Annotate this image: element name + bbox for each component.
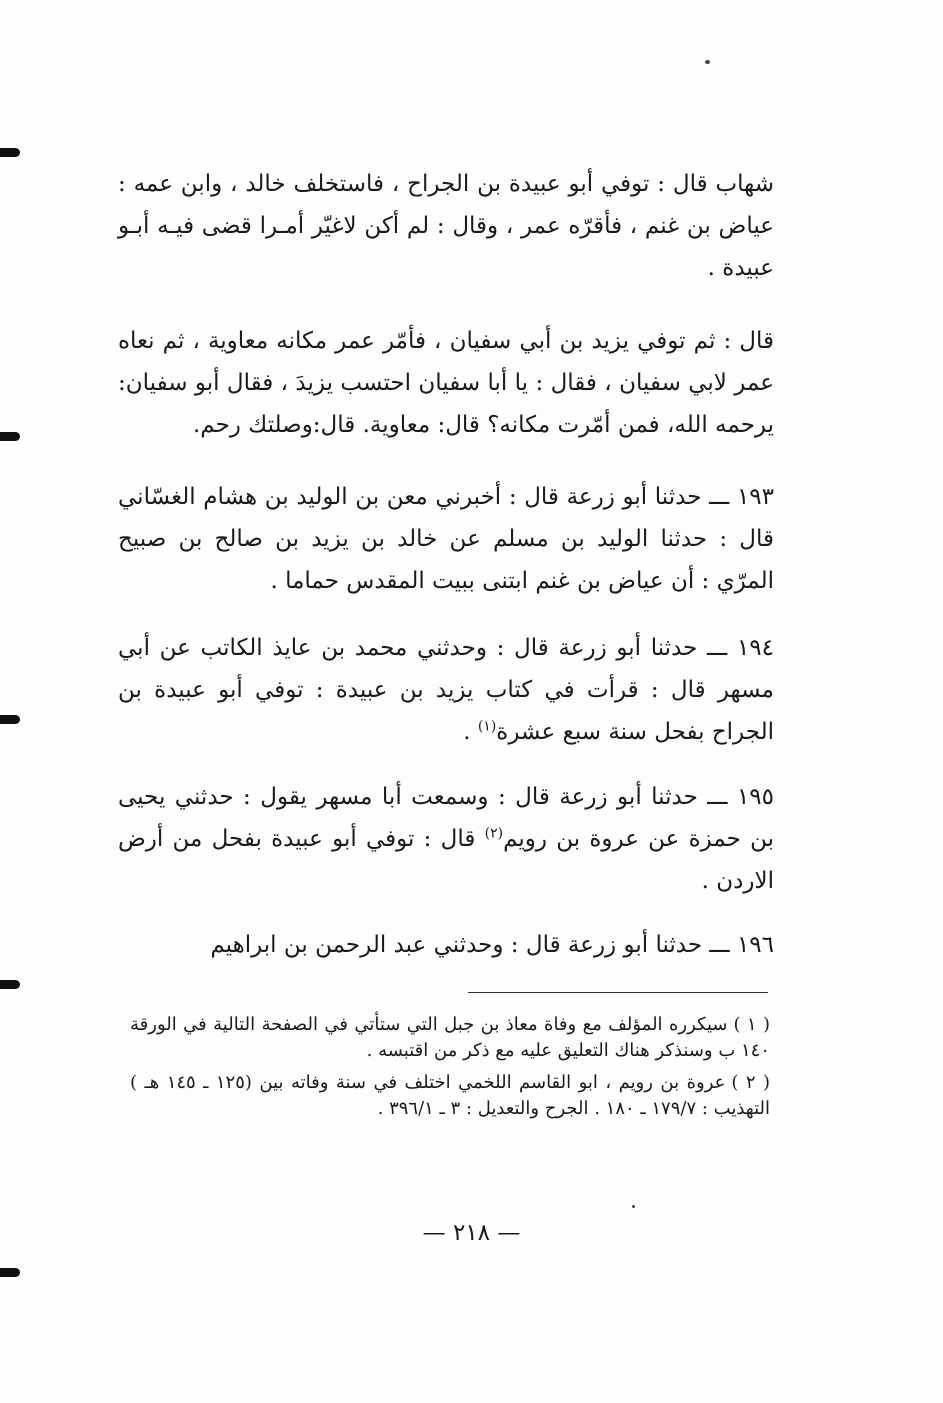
edge-mark (0, 715, 20, 724)
footnote-marker: ( ١ ) (733, 1014, 770, 1035)
paragraph-end: . (463, 719, 478, 745)
paragraph-text: ١٩٦ ـــ حدثنا أبو زرعة قال : وحدثني عبد الرحمن بن ابراهيم (210, 932, 774, 958)
paragraph-text: شهاب قال : توفي أبو عبيدة بن الجراح ، فاستخلف خالد ، وابن عمه : عياض بن غنم ، فأقرّه عمر ، وقال : لم أكن لاغيّر أمـرا قضى فيـه أبـو عبيدة . (118, 171, 774, 281)
footnote-divider (468, 992, 768, 993)
footnotes (130, 1012, 770, 1128)
footnote-marker: ( ٢ ) (731, 1072, 770, 1093)
paragraph-text (118, 627, 774, 753)
edge-mark (0, 980, 20, 989)
footnote-text: عروة بن رويم ، ابو القاسم اللخمي اختلف في سنة وفاته بين (١٢٥ ـ ١٤٥ هـ ) التهذيب : ١٧٩/٧ ـ ١٨٠ . الجرح والتعديل : ٣ ـ ٣٩٦/١ . (130, 1072, 770, 1119)
edge-mark (0, 148, 20, 157)
paragraph-193 (118, 476, 774, 602)
ink-speck (705, 60, 710, 64)
paragraph-text: ١٩٣ ـــ حدثنا أبو زرعة قال : أخبرني معن بن الوليد بن هشام الغسّاني قال : حدثنا الوليد بن مسلم عن خالد بن يزيد بن صالح بن صبيح المرّي : أن عياض بن غنم ابتنى ببيت المقدس حماما . (118, 484, 774, 594)
ink-speck (632, 1205, 635, 1208)
paragraph-196 (118, 924, 774, 966)
paragraph-2 (118, 320, 774, 446)
paragraph-text (118, 776, 774, 902)
page-number: — ٢١٨ — (422, 1220, 521, 1246)
footnote-1 (130, 1012, 770, 1064)
paragraph-body: ١٩٤ ـــ حدثنا أبو زرعة قال : وحدثني محمد بن عايذ الكاتب عن أبي مسهر قال : قرأت في كتاب يزيد بن عبيدة : توفي أبو عبيدة بن الجراح بفحل سنة سبع عشرة (118, 635, 774, 745)
footnote-2 (130, 1070, 770, 1122)
edge-mark (0, 432, 20, 441)
paragraph-body: ١٩٥ ـــ حدثنا أبو زرعة قال : وسمعت أبا مسهر يقول : حدثني يحيى بن حمزة عن عروة بن رويم (118, 784, 775, 852)
footnote-ref-1: (١) (477, 718, 497, 735)
paragraph-end: قال : توفي أبو عبيدة بفحل من أرض الاردن . (118, 826, 774, 894)
paragraph-194 (118, 627, 774, 753)
paragraph-text: قال : ثم توفي يزيد بن أبي سفيان ، فأمّر عمر مكانه معاوية ، ثم نعاه عمر لابي سفيان ، فقال : يا أبا سفيان احتسب يزيدَ ، فقال أبو سفيان: يرحمه الله، فمن أمّرت مكانه؟ قال: معاوية. قال:وصلتك رحم. (118, 328, 774, 438)
edge-mark (0, 1268, 20, 1277)
footnote-ref-2: (٢) (484, 825, 504, 842)
paragraph-1 (118, 163, 774, 289)
paragraph-195 (118, 776, 774, 902)
footnote-text: سيكرره المؤلف مع وفاة معاذ بن جبل التي ستأتي في الصفحة التالية في الورقة ١٤٠ ب وسنذكر هناك التعليق عليه مع ذكر من اقتبسه . (130, 1014, 770, 1061)
